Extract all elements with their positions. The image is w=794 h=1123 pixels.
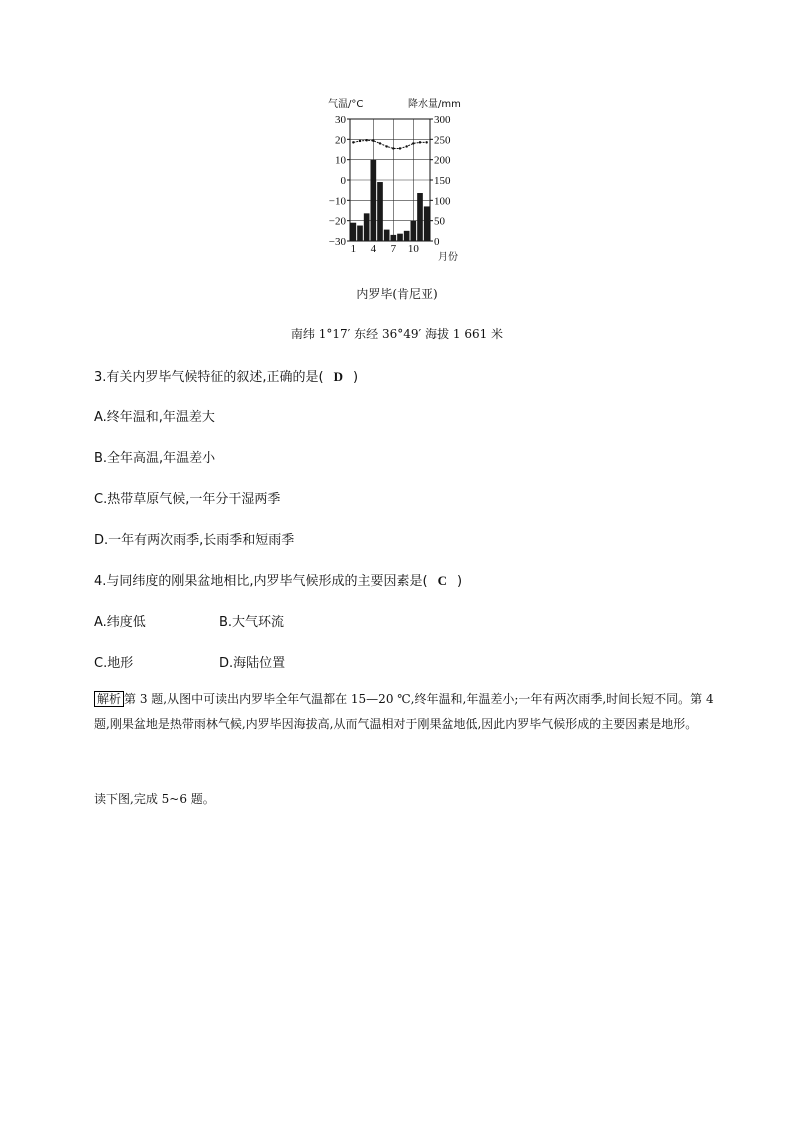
question-3-answer: D [333,369,343,384]
temperature-point [419,141,421,143]
x-tick-label: 1 [350,243,357,255]
precipitation-bar [397,234,403,241]
precipitation-bar [357,226,363,241]
precipitation-bar [384,230,390,241]
question-4-answer: C [437,573,447,588]
right-tick-label: 50 [434,215,445,228]
option-4d: D.海陆位置 [219,656,286,671]
option-4c: C.地形 [94,656,134,671]
temperature-line [353,140,426,148]
chart-caption: 内罗毕(肯尼亚) [356,287,438,301]
temperature-point [359,140,361,142]
option-4b: B.大气环流 [219,615,285,630]
option-4a: A.纬度低 [94,615,146,630]
left-tick-label: 10 [335,154,346,167]
option-3a: A.终年温和,年温差大 [94,410,215,425]
precipitation-bar [404,231,410,241]
left-tick-label: −30 [328,236,346,248]
precipitation-bar [424,206,430,241]
precipitation-bar [364,213,370,241]
question-4-stem: 4.与同纬度的刚果盆地相比,内罗毕气候形成的主要因素是( [94,574,428,589]
right-tick-label: 100 [434,195,451,208]
left-tick-label: −20 [328,215,346,228]
temperature-point [425,141,427,143]
temperature-point [372,140,374,142]
temperature-point [385,145,387,147]
question-3-stem: 3.有关内罗毕气候特征的叙述,正确的是( [94,370,324,385]
question-3 [94,366,358,385]
x-tick-label: 7 [390,243,397,255]
next-prompt: 读下图,完成 5~6 题。 [94,792,215,806]
climate-chart [320,95,480,270]
right-tick-label: 0 [434,236,440,248]
option-3b: B.全年高温,年温差小 [94,451,216,466]
explanation-tag: 解析 [94,691,124,707]
left-tick-label: 30 [335,114,346,126]
precipitation-bar [377,182,383,241]
right-axis-label: 降水量/mm [408,99,461,110]
question-4-close: ) [457,574,463,589]
precipitation-bar [351,223,357,241]
left-tick-label: 0 [340,175,346,187]
location-line: 南纬 1°17′ 东经 36°49′ 海拔 1 661 米 [290,327,504,341]
left-tick-label: 20 [335,134,346,147]
x-tick-label: 10 [407,243,419,255]
explanation-text: 第 3 题,从图中可读出内罗毕全年气温都在 15—20 ℃,终年温和,年温差小;一年有两次雨季,时间长短不同。第 4 题,刚果盆地是热带雨林气候,内罗毕因海拔高,从而气温相对于刚果盆地低,因此内罗毕气候形成的主要因素是地形。 [94,692,714,731]
left-axis-label: 气温/°C [328,99,364,110]
temperature-point [352,141,354,143]
temperature-point [379,142,381,144]
right-tick-label: 250 [434,134,451,147]
climate-chart-svg [320,95,480,270]
question-3-close: ) [353,370,359,385]
right-tick-label: 300 [434,114,451,126]
right-tick-label: 200 [434,154,451,167]
temperature-point [405,145,407,147]
question-4 [94,570,462,589]
precipitation-bar [411,221,417,241]
precipitation-bar [391,235,397,241]
x-axis-label: 月份 [438,252,458,263]
precipitation-bar [371,160,377,241]
temperature-point [392,147,394,149]
temperature-point [412,142,414,144]
x-tick-label: 4 [370,243,377,255]
option-3c: C.热带草原气候,一年分干湿两季 [94,492,281,507]
right-tick-label: 150 [434,175,451,187]
explanation [94,687,716,737]
temperature-point [399,147,401,149]
option-3d: D.一年有两次雨季,长雨季和短雨季 [94,533,295,548]
precipitation-bar [417,193,423,241]
temperature-point [365,139,367,141]
left-tick-label: −10 [328,195,346,208]
